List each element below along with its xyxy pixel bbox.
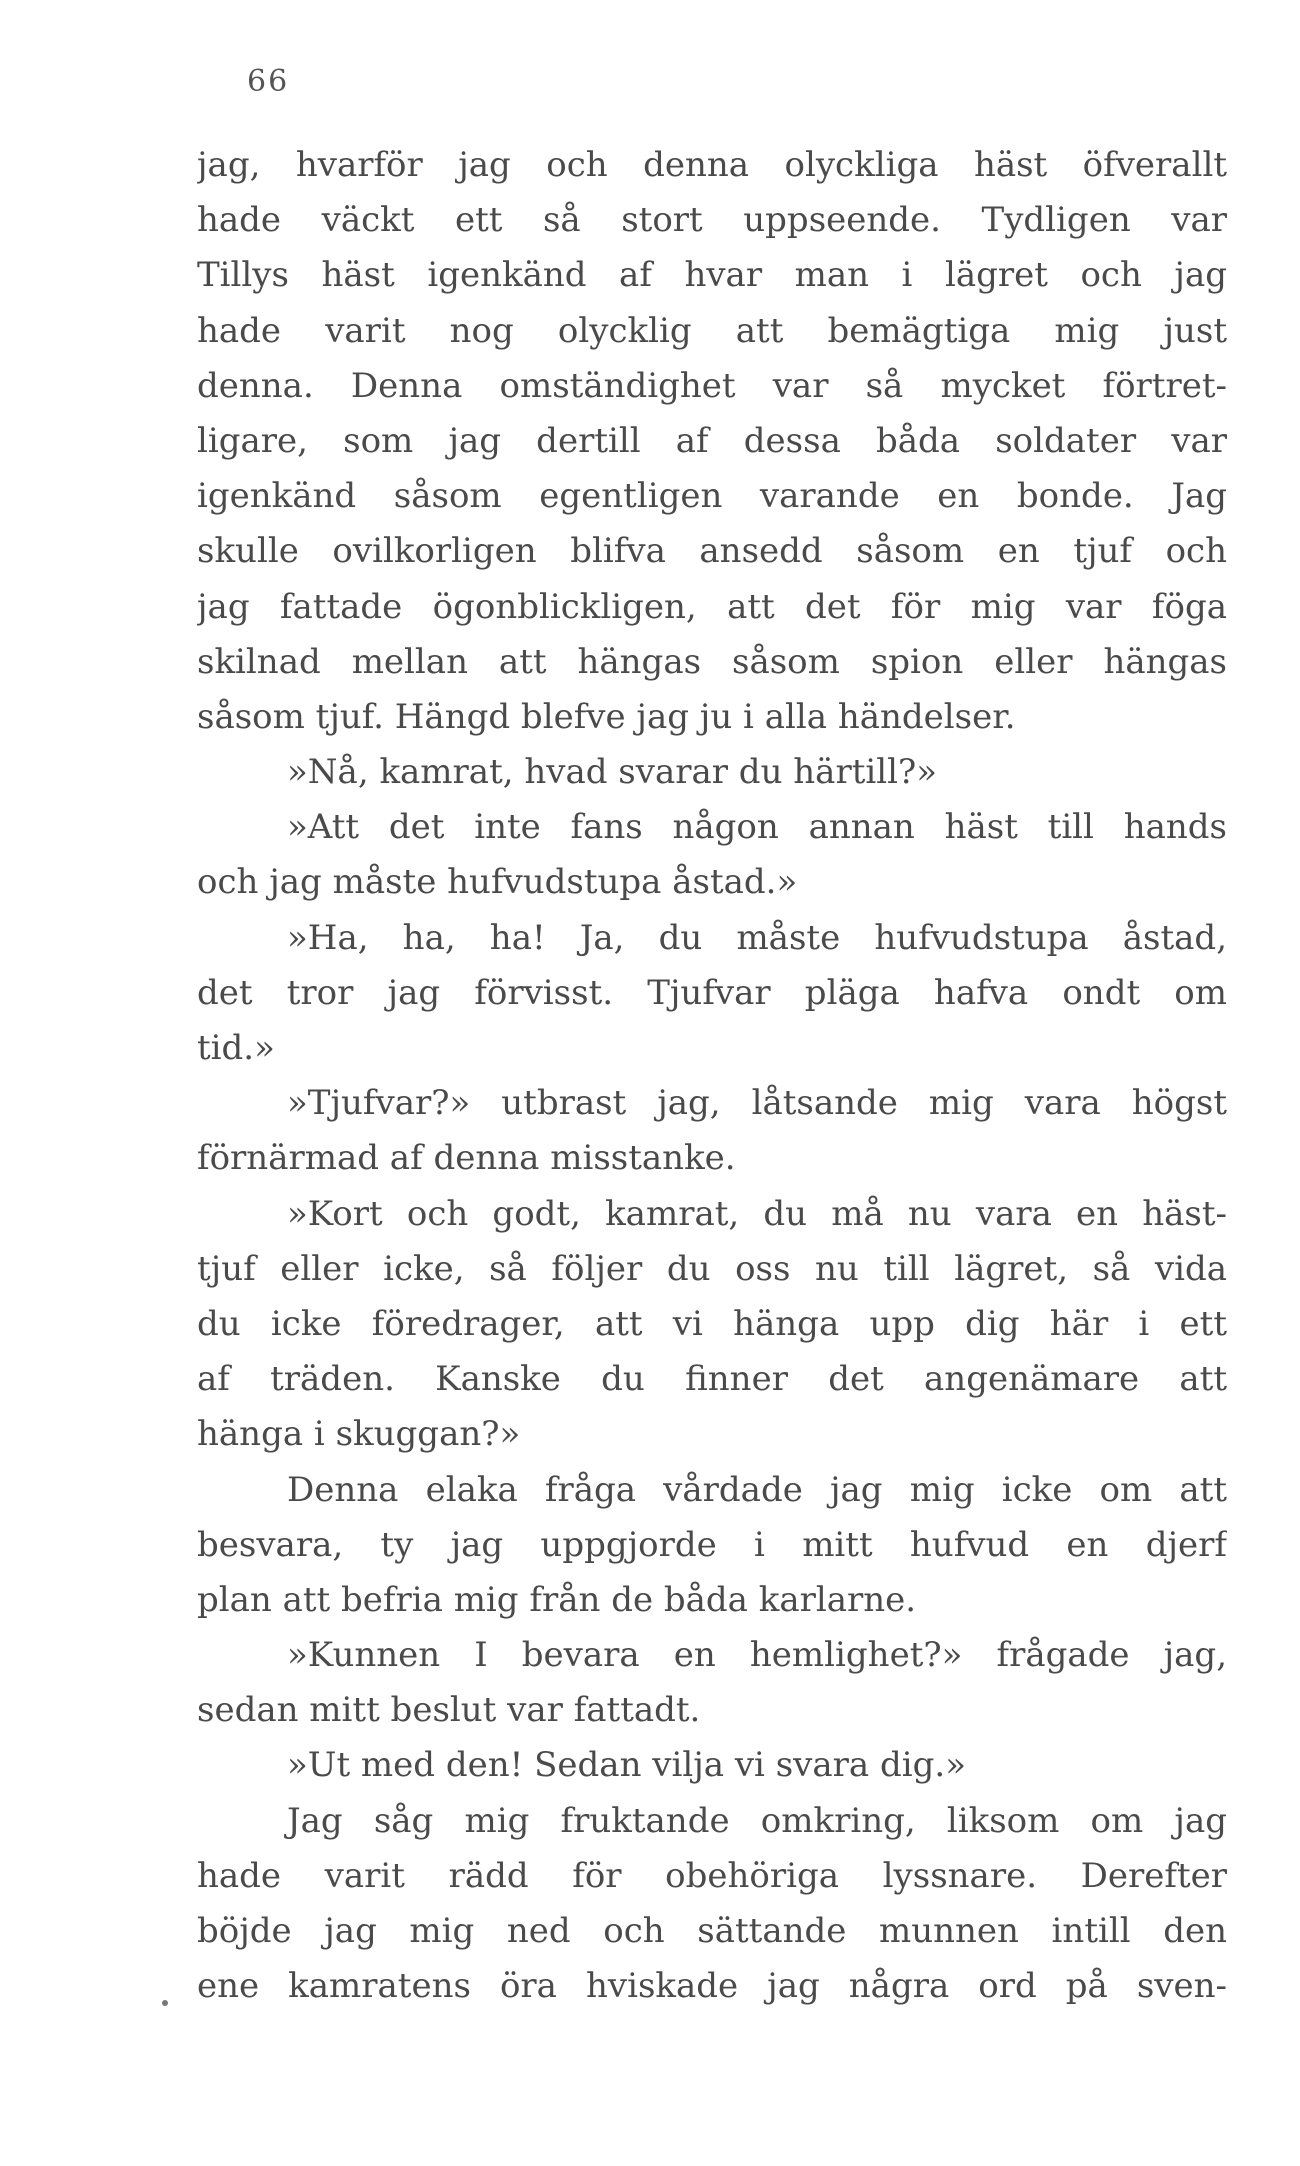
text-line: »Att det inte fans någon annan häst till hands — [287, 807, 1227, 848]
text-line: förnärmad af denna misstanke. — [197, 1138, 736, 1179]
text-line: »Kunnen I bevara en hemlighet?» frågade jag, — [287, 1635, 1227, 1676]
text-line: sedan mitt beslut var fattadt. — [197, 1690, 701, 1731]
text-line: tjuf eller icke, så följer du oss nu till lägret, så vida — [197, 1248, 1227, 1289]
text-line: »Ut med den! Sedan vilja vi svara dig.» — [287, 1745, 967, 1786]
text-line: du icke föredrager, att vi hänga upp dig här i ett — [197, 1303, 1227, 1344]
text-line: Jag såg mig fruktande omkring, liksom om jag — [287, 1800, 1227, 1841]
text-line: hade varit nog olycklig att bemägtiga mig just — [197, 310, 1227, 351]
page-number: 66 — [247, 64, 290, 99]
text-line: besvara, ty jag uppgjorde i mitt hufvud en djerf — [197, 1524, 1227, 1565]
text-line: denna. Denna omständighet var så mycket förtret- — [197, 365, 1227, 406]
text-line: böjde jag mig ned och sättande munnen intill den — [197, 1911, 1227, 1951]
text-line: »Tjufvar?» utbrast jag, låtsande mig vara högst — [287, 1083, 1227, 1124]
text-line: hade väckt ett så stort uppseende. Tydligen var — [197, 200, 1227, 241]
text-line: tid.» — [197, 1028, 275, 1068]
text-line: det tror jag förvisst. Tjufvar pläga hafva ondt om — [197, 972, 1227, 1013]
text-line: igenkänd såsom egentligen varande en bonde. Jag — [197, 476, 1227, 517]
text-line: ligare, som jag dertill af dessa båda soldater var — [197, 420, 1227, 461]
text-line: skulle ovilkorligen blifva ansedd såsom en tjuf och — [197, 531, 1227, 572]
text-line: »Kort och godt, kamrat, du må nu vara en häst- — [287, 1193, 1227, 1234]
text-line: och jag måste hufvudstupa åstad.» — [197, 862, 798, 903]
text-line: jag fattade ögonblickligen, att det för mig var föga — [197, 586, 1227, 627]
text-line: jag, hvarför jag och denna olyckliga häst öfverallt — [197, 145, 1227, 185]
text-line: plan att befria mig från de båda karlarne. — [197, 1579, 917, 1620]
text-line: hänga i skuggan?» — [197, 1414, 521, 1455]
text-line: hade varit rädd för obehöriga lyssnare. Derefter — [197, 1855, 1227, 1896]
body-text — [197, 138, 1227, 2014]
text-line: såsom tjuf. Hängd blefve jag ju i alla händelser. — [197, 696, 1016, 737]
text-line: »Nå, kamrat, hvad svarar du härtill?» — [287, 752, 938, 793]
text-line: »Ha, ha, ha! Ja, du måste hufvudstupa åstad, — [287, 917, 1227, 958]
text-line: skilnad mellan att hängas såsom spion eller hängas — [197, 641, 1227, 682]
text-line: af träden. Kanske du finner det angenämare att — [197, 1359, 1227, 1400]
text-line: Denna elaka fråga vårdade jag mig icke om att — [287, 1469, 1227, 1510]
stray-ink-dot — [162, 2000, 168, 2006]
text-line: ene kamratens öra hviskade jag några ord på sven- — [197, 1966, 1227, 2007]
text-line: Tillys häst igenkänd af hvar man i lägret och jag — [197, 255, 1227, 296]
